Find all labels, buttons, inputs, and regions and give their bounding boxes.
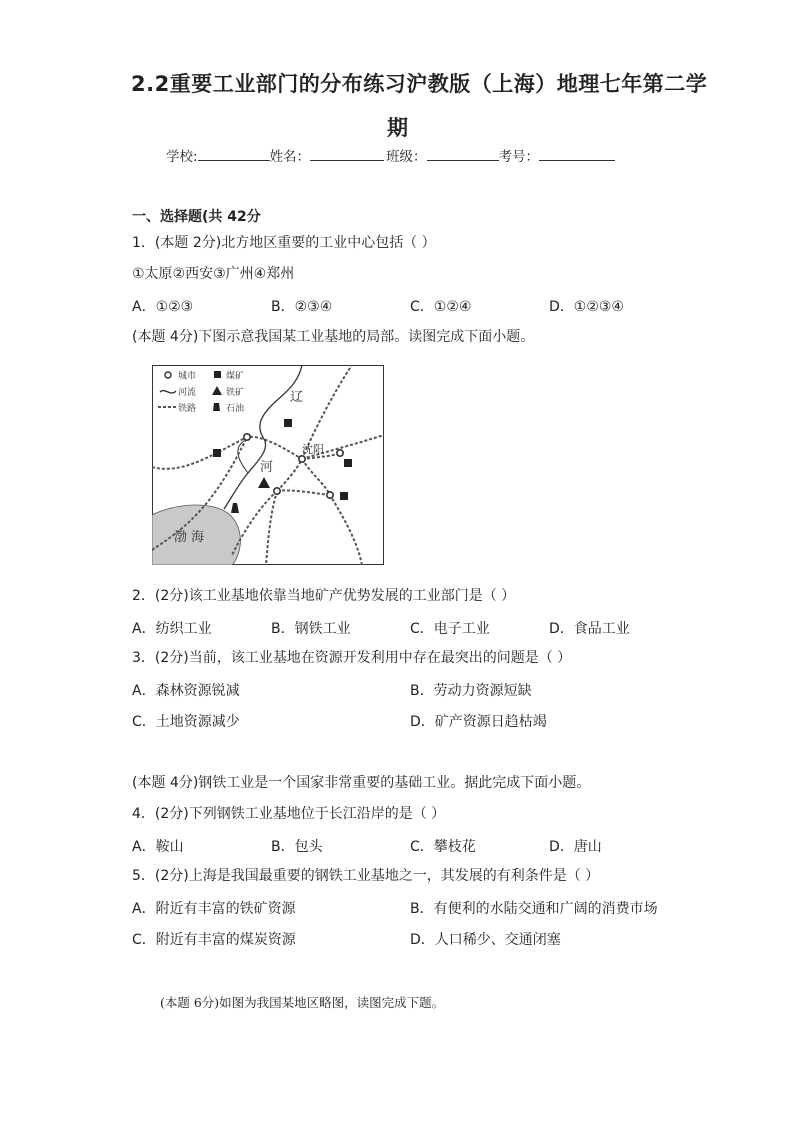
coal-mine-3	[344, 459, 352, 467]
coal-mine-1	[284, 419, 292, 427]
page-title-line2: 期	[387, 116, 409, 140]
map-label-shenyang: 沈阳	[302, 443, 324, 456]
legend-oil-symbol	[213, 403, 220, 411]
city-marker-west	[244, 434, 250, 440]
question-4-stem: 4．(2分)下列钢铁工业基地位于长江沿岸的是（ ）	[132, 806, 446, 822]
map-label-liao: 辽	[290, 390, 304, 405]
q1-option-b[interactable]: B．②③④	[271, 299, 333, 315]
student-info-row	[166, 145, 615, 165]
school-blank[interactable]	[198, 146, 270, 161]
q5-option-b[interactable]: B．有便利的水陆交通和广阔的消费市场	[410, 901, 658, 917]
name-blank[interactable]	[310, 146, 384, 161]
q3-option-d[interactable]: D．矿产资源日趋枯竭	[410, 714, 547, 730]
question-3-stem: 3．(2分)当前，该工业基地在资源开发利用中存在最突出的问题是（ ）	[132, 650, 572, 666]
q5-option-c[interactable]: C．附近有丰富的煤炭资源	[132, 932, 296, 948]
city-marker-shenyang	[299, 456, 305, 462]
question-5-stem: 5．(2分)上海是我国最重要的钢铁工业基地之一，其发展的有利条件是（ ）	[132, 868, 600, 884]
city-marker-east	[337, 450, 343, 456]
legend-coal-text: 煤矿	[226, 371, 245, 382]
coal-mine-2	[213, 449, 221, 457]
class-blank[interactable]	[427, 146, 499, 161]
exam-no-blank[interactable]	[539, 146, 615, 161]
city-marker-south	[327, 492, 333, 498]
legend-oil-text: 石油	[226, 404, 245, 414]
school-label: 学校:	[166, 149, 198, 165]
legend-coal-symbol	[214, 371, 221, 378]
legend-river-text: 河流	[178, 388, 197, 398]
group-3-intro: (本题 6分)如图为我国某地区略图，读图完成下题。	[160, 995, 445, 1010]
q3-option-c[interactable]: C．土地资源减少	[132, 714, 240, 730]
question-1-stem: 1．(本题 2分)北方地区重要的工业中心包括（ ）	[132, 235, 436, 251]
q1-option-d[interactable]: D．①②③④	[549, 299, 624, 315]
legend-iron-text: 铁矿	[226, 388, 245, 398]
q4-option-d[interactable]: D．唐山	[549, 839, 602, 855]
q1-option-c[interactable]: C．①②④	[410, 299, 472, 315]
name-label: 姓名：	[269, 149, 311, 165]
class-label: 班级：	[386, 149, 427, 165]
city-marker-southwest	[274, 488, 280, 494]
q2-option-b[interactable]: B．钢铁工业	[271, 621, 351, 637]
q4-option-c[interactable]: C．攀枝花	[410, 839, 476, 855]
q2-option-c[interactable]: C．电子工业	[410, 621, 490, 637]
legend-city-symbol	[165, 372, 171, 378]
q5-option-d[interactable]: D．人口稀少、交通闭塞	[410, 932, 561, 948]
q3-option-a[interactable]: A．森林资源锐减	[132, 683, 240, 699]
q2-option-a[interactable]: A．纺织工业	[132, 621, 212, 637]
q5-option-a[interactable]: A．附近有丰富的铁矿资源	[132, 901, 296, 917]
group-1-intro: (本题 4分)下图示意我国某工业基地的局部。读图完成下面小题。	[132, 329, 535, 345]
q4-option-b[interactable]: B．包头	[271, 839, 323, 855]
q2-option-d[interactable]: D．食品工业	[549, 621, 630, 637]
section-heading: 一、选择题(共 42分	[132, 209, 261, 225]
q3-option-b[interactable]: B．劳动力资源短缺	[410, 683, 532, 699]
coal-mine-4	[340, 492, 348, 500]
legend-city-text: 城市	[178, 371, 197, 382]
q1-option-a[interactable]: A．①②③	[132, 299, 194, 315]
group-2-intro: (本题 4分)钢铁工业是一个国家非常重要的基础工业。据此完成下面小题。	[132, 775, 591, 791]
industrial-base-map	[152, 365, 384, 565]
question-2-stem: 2．(2分)该工业基地依靠当地矿产优势发展的工业部门是（ ）	[132, 588, 516, 604]
q4-option-a[interactable]: A．鞍山	[132, 839, 184, 855]
page-title-line1: 2.2重要工业部门的分布练习沪教版（上海）地理七年第二学	[131, 72, 708, 96]
map-label-bohai: 渤 海	[174, 530, 205, 545]
legend-railway-text: 铁路	[178, 404, 197, 414]
exam-no-label: 考号：	[498, 149, 540, 165]
map-label-he: 河	[260, 460, 274, 475]
question-1-items: ①太原②西安③广州④郑州	[132, 266, 295, 282]
